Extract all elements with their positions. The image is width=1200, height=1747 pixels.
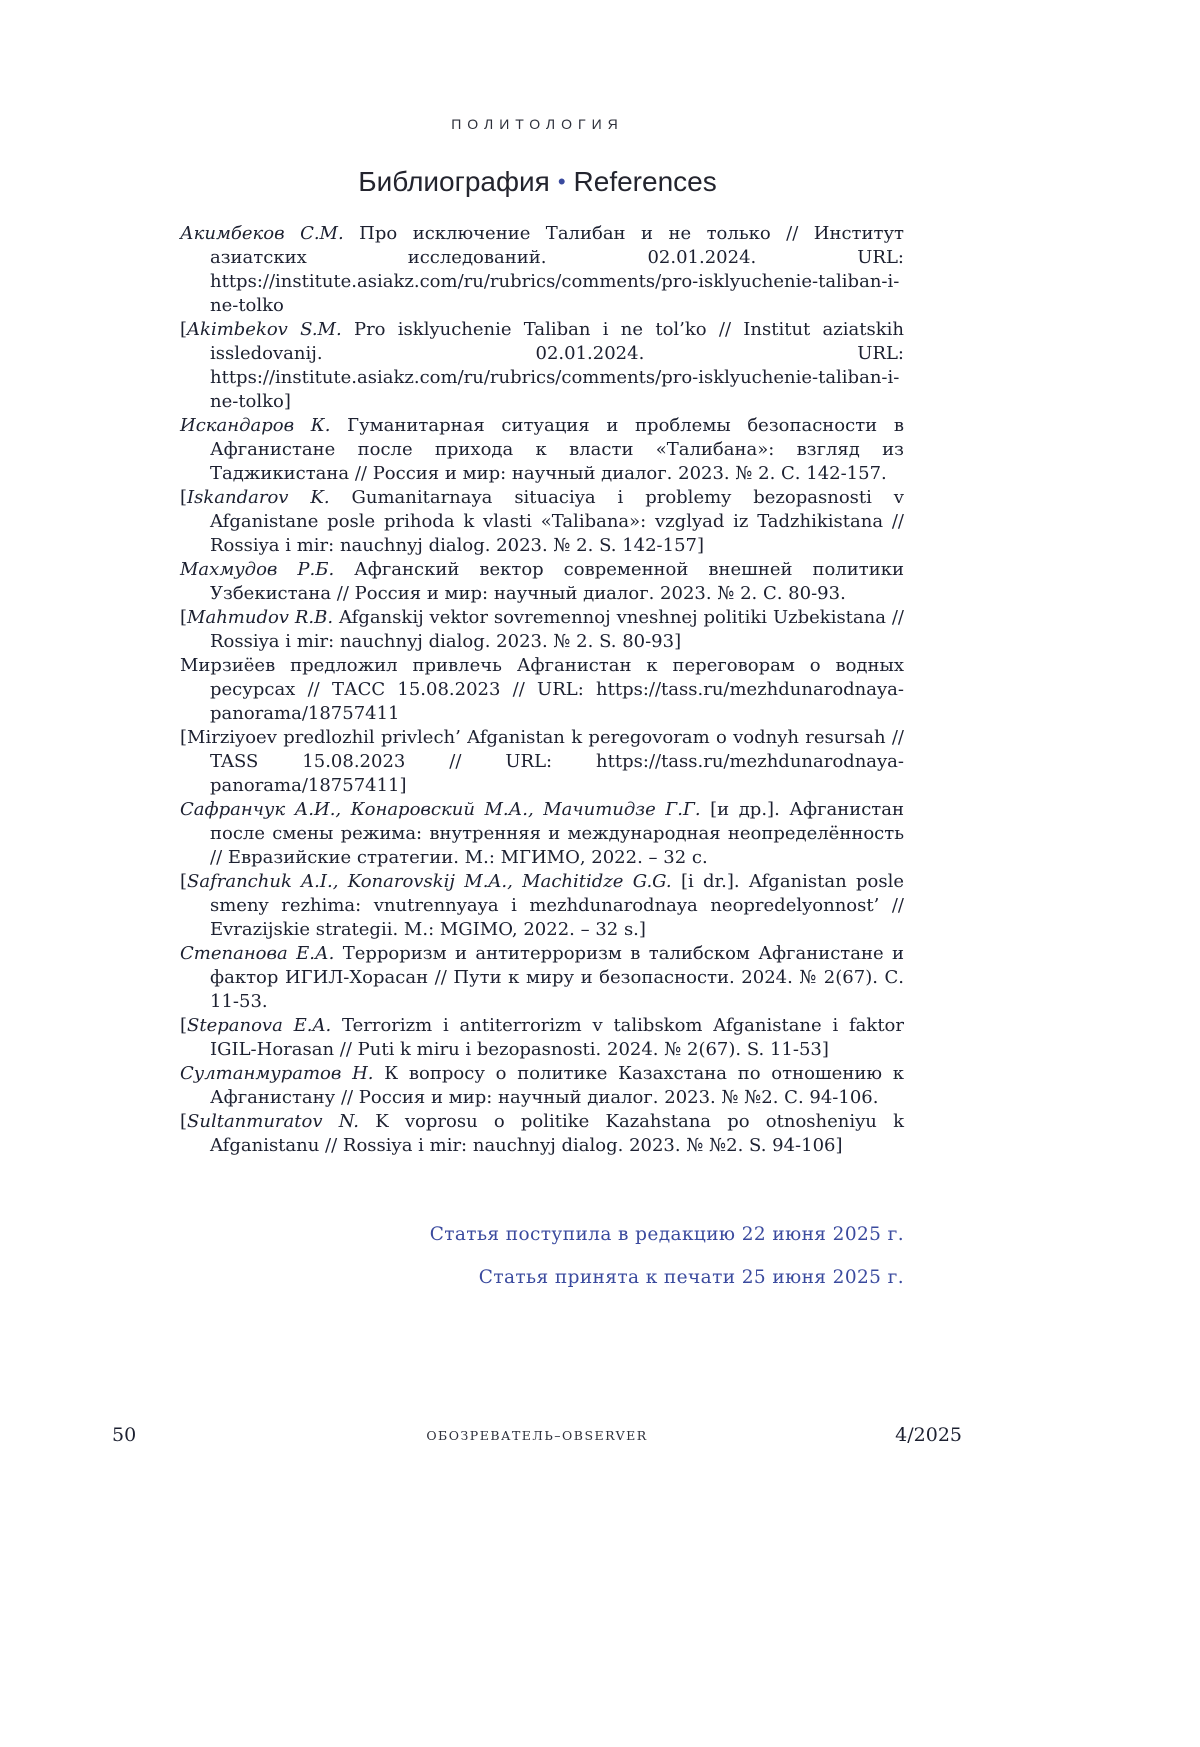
reference-text: [i dr.]. Afganistan posle smeny rezhima: vnutrennyaya i mezhdunarodnaya neopredelyonnost’ // Evrazijskie strategii. M.: MGIMO, 2022. – 32 s.] [210, 871, 905, 940]
accepted-note: Статья принята к печати 25 июня 2025 г. [478, 1267, 904, 1288]
reference-entry [180, 798, 904, 870]
reference-text: K voprosu o politike Kazahstana po otnosheniyu k Afganistanu // Rossiya i mir: nauchnyj dialog. 2023. № №2. S. 94-106] [210, 1111, 904, 1156]
issue-number: 4/2025 [895, 1424, 962, 1446]
reference-entry [180, 870, 904, 942]
reference-author: Akimbekov S.M. [187, 319, 342, 340]
reference-entry [180, 222, 904, 318]
reference-text: [ [180, 1015, 188, 1036]
reference-text: Мирзиёев предложил привлечь Афганистан к переговорам о водных ресурсах // ТАСС 15.08.2023 // URL: https://tass.ru/mezhdunarodnaya-panorama/18757411 [180, 655, 904, 724]
reference-entry [180, 1110, 904, 1158]
reference-author: Mahmudov R.B. [187, 607, 334, 628]
reference-text: Gumanitarnaya situaciya i problemy bezopasnosti v Afganistane posle prihoda k vlasti «Talibana»: vzglyad iz Tadzhikistana // Rossiya i mir: nauchnyj dialog. 2023. № 2. S. 142-157] [210, 487, 904, 556]
reference-entry [180, 1062, 904, 1110]
reference-entry [180, 1014, 904, 1062]
reference-text: Про исключение Талибан и не только // Институт азиатских исследований. 02.01.2024. URL: https://institute.asiakz.com/ru/rubrics/comments/pro-isklyuchenie-taliban-i-ne-tolko [210, 223, 905, 316]
reference-text: [ [180, 1111, 188, 1132]
running-head: ПОЛИТОЛОГИЯ [451, 116, 624, 132]
references-list [180, 222, 904, 1158]
page-title-en: References [573, 166, 717, 197]
reference-text: Terrorizm i antiterrorizm v talibskom Afganistane i faktor IGIL-Horasan // Puti k miru i bezopasnosti. 2024. № 2(67). S. 11-53] [210, 1015, 904, 1060]
page-number: 50 [112, 1424, 137, 1446]
reference-text: Afganskij vektor sovremennoj vneshnej politiki Uzbekistana // Rossiya i mir: nauchnyj dialog. 2023. № 2. S. 80-93] [210, 607, 904, 652]
reference-text: [ [180, 871, 188, 892]
reference-author: Iskandarov K. [187, 487, 330, 508]
reference-entry [180, 654, 904, 726]
page-title-ru: Библиография [358, 166, 550, 197]
reference-entry [180, 726, 904, 798]
reference-text: Гуманитарная ситуация и проблемы безопасности в Афганистане после прихода к власти «Талибана»: взгляд из Таджикистана // Россия и мир: научный диалог. 2023. № 2. С. 142-157. [210, 415, 905, 484]
reference-entry [180, 486, 904, 558]
references-section [180, 222, 904, 1288]
reference-author: Акимбеков С.М. [180, 223, 344, 244]
reference-text: Pro isklyuchenie Taliban i ne tol’ko // Institut aziatskih issledovanij. 02.01.2024. URL: https://institute.asiakz.com/ru/rubrics/comments/pro-isklyuchenie-taliban-i-ne-tolko] [210, 319, 904, 412]
journal-name: ОБОЗРЕВАТЕЛЬ–OBSERVER [426, 1428, 648, 1443]
reference-entry [180, 942, 904, 1014]
reference-author: Степанова Е.А. [180, 943, 335, 964]
reference-entry [180, 558, 904, 606]
reference-text: [ [180, 487, 188, 508]
reference-author: Safranchuk A.I., Konarovskij M.A., Machitidze G.G. [187, 871, 672, 892]
reference-entry [180, 606, 904, 654]
reference-author: Sultanmuratov N. [187, 1111, 360, 1132]
title-bullet-icon: • [557, 169, 566, 194]
received-note: Статья поступила в редакцию 22 июня 2025 г. [429, 1224, 904, 1245]
reference-entry [180, 414, 904, 486]
reference-author: Искандаров К. [180, 415, 331, 436]
reference-author: Султанмуратов Н. [180, 1063, 374, 1084]
page-title [115, 166, 960, 198]
reference-text: Афганский вектор современной внешней политики Узбекистана // Россия и мир: научный диалог. 2023. № 2. С. 80-93. [210, 559, 904, 604]
reference-text: К вопросу о политике Казахстана по отношению к Афганистану // Россия и мир: научный диалог. 2023. № №2. С. 94-106. [210, 1063, 904, 1108]
reference-text: [ [180, 607, 188, 628]
reference-entry [180, 318, 904, 414]
reference-text: [ [180, 319, 188, 340]
reference-author: Stepanova E.A. [187, 1015, 332, 1036]
reference-text: [и др.]. Афганистан после смены режима: внутренняя и международная неопределённость // Евразийские стратегии. М.: МГИМО, 2022. – 32 с. [210, 799, 904, 868]
reference-text: Терроризм и антитерроризм в талибском Афганистане и фактор ИГИЛ-Хорасан // Пути к миру и безопасности. 2024. № 2(67). С. 11-53. [210, 943, 904, 1012]
reference-text: [Mirziyoev predlozhil privlech’ Afganistan k peregovoram o vodnyh resursah // TASS 15.08.2023 // URL: https://tass.ru/mezhdunarodnaya-panorama/18757411] [180, 727, 904, 796]
reference-author: Махмудов Р.Б. [180, 559, 335, 580]
reference-author: Сафранчук А.И., Конаровский М.А., Мачитидзе Г.Г. [180, 799, 701, 820]
